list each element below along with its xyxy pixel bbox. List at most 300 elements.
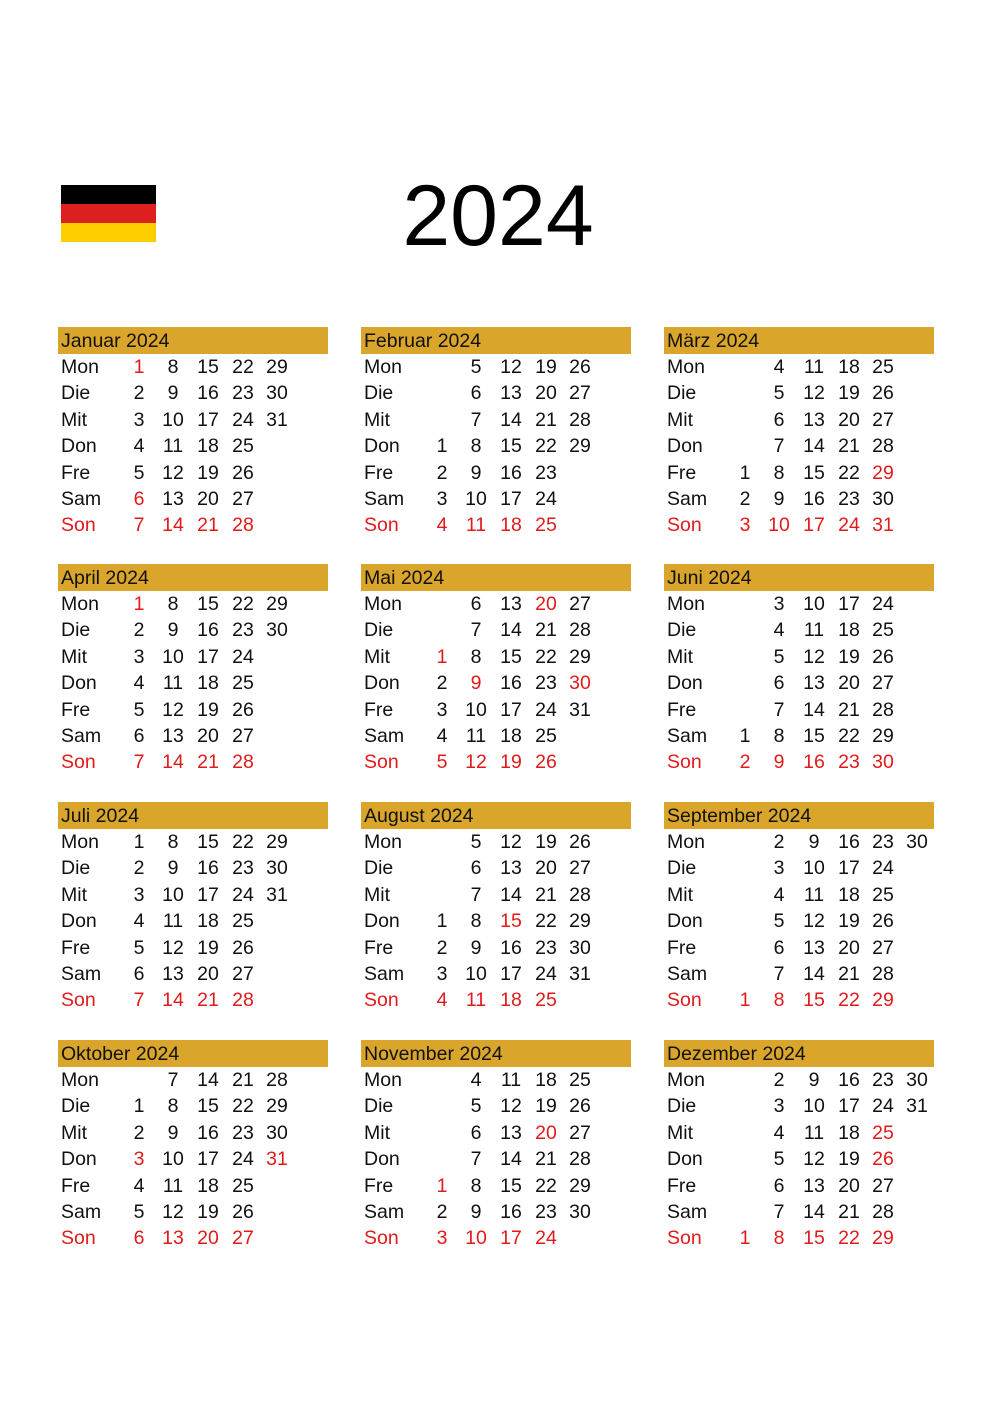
- day-number: 29: [872, 724, 894, 747]
- day-name: Son: [61, 989, 96, 1012]
- day-number: 3: [436, 698, 448, 721]
- day-name: Fre: [364, 461, 394, 484]
- day-name: Sam: [364, 724, 405, 747]
- day-number: 26: [872, 645, 894, 668]
- day-name: Fre: [61, 698, 91, 721]
- day-number: 19: [197, 936, 219, 959]
- day-name: Don: [61, 1148, 97, 1171]
- day-number: 29: [266, 1095, 288, 1118]
- day-name: Die: [364, 619, 394, 642]
- day-number: 22: [838, 1227, 860, 1250]
- day-number: 10: [803, 1095, 825, 1118]
- week-row: [58, 380, 328, 406]
- day-number: 1: [133, 593, 145, 615]
- day-number: 8: [167, 1095, 179, 1118]
- day-number: 5: [133, 461, 145, 484]
- day-number: 22: [838, 461, 860, 484]
- day-number: 16: [500, 461, 522, 484]
- day-number: 14: [197, 1069, 219, 1091]
- day-name: Fre: [61, 461, 91, 484]
- day-name: Fre: [667, 936, 697, 959]
- week-row: [361, 1120, 631, 1146]
- day-number: 2: [436, 461, 448, 484]
- day-number: 22: [535, 435, 557, 458]
- month-header: September 2024: [664, 802, 934, 829]
- day-number: 14: [162, 751, 184, 774]
- day-name: Mit: [61, 645, 87, 668]
- day-name: Sam: [667, 724, 708, 747]
- day-number: 7: [133, 514, 145, 537]
- day-name: Mon: [667, 1069, 705, 1091]
- month-block: [58, 564, 328, 776]
- day-name: Son: [61, 751, 96, 774]
- day-number: 4: [470, 1069, 482, 1091]
- day-number: 15: [197, 593, 219, 615]
- day-number: 10: [465, 698, 487, 721]
- week-row: [361, 1093, 631, 1119]
- day-number: 5: [773, 645, 785, 668]
- week-row: [361, 354, 631, 380]
- day-number: 27: [569, 593, 591, 615]
- day-name: Don: [667, 435, 703, 458]
- day-number: 15: [803, 461, 825, 484]
- day-number: 8: [470, 910, 482, 933]
- day-number: 21: [197, 751, 219, 774]
- week-row: [664, 1120, 934, 1146]
- day-number: 9: [470, 1200, 482, 1223]
- day-number: 30: [872, 487, 894, 510]
- day-name: Die: [364, 857, 394, 880]
- day-number: 13: [803, 936, 825, 959]
- day-number: 20: [197, 962, 219, 985]
- day-number: 29: [569, 645, 591, 668]
- day-number: 20: [838, 1174, 860, 1197]
- day-number: 7: [470, 619, 482, 642]
- day-number: 2: [739, 487, 751, 510]
- week-row: [58, 749, 328, 775]
- day-number: 16: [838, 1069, 860, 1091]
- day-number: 4: [773, 1121, 785, 1144]
- day-number: 21: [535, 883, 557, 906]
- month-block: [361, 1040, 631, 1252]
- day-number: 12: [162, 461, 184, 484]
- month-block: [664, 564, 934, 776]
- day-number: 3: [436, 962, 448, 985]
- day-name: Mon: [364, 831, 402, 853]
- day-number: 26: [569, 356, 591, 378]
- day-number: 11: [162, 1174, 184, 1197]
- day-name: Sam: [667, 962, 708, 985]
- day-number: 2: [773, 831, 785, 853]
- day-number: 22: [232, 831, 254, 853]
- day-name: Fre: [61, 1174, 91, 1197]
- day-number: 1: [133, 1095, 145, 1118]
- day-number: 7: [133, 751, 145, 774]
- day-number: 17: [500, 698, 522, 721]
- day-number: 14: [500, 408, 522, 431]
- day-number: 12: [500, 831, 522, 853]
- day-number: 23: [872, 1069, 894, 1091]
- day-number: 19: [838, 1148, 860, 1171]
- day-number: 7: [133, 989, 145, 1012]
- month-block: [361, 564, 631, 776]
- week-row: [664, 1093, 934, 1119]
- day-number: 20: [197, 1227, 219, 1250]
- day-number: 29: [872, 989, 894, 1012]
- day-name: Sam: [364, 962, 405, 985]
- day-number: 24: [872, 1095, 894, 1118]
- day-number: 22: [838, 989, 860, 1012]
- day-number: 8: [470, 1174, 482, 1197]
- day-number: 31: [872, 514, 894, 537]
- week-row: [58, 486, 328, 512]
- day-name: Mon: [61, 356, 99, 378]
- month-header: Februar 2024: [361, 327, 631, 354]
- day-name: Fre: [364, 936, 394, 959]
- day-name: Don: [364, 672, 400, 695]
- week-row: [361, 855, 631, 881]
- day-number: 15: [803, 1227, 825, 1250]
- day-number: 18: [838, 619, 860, 642]
- week-row: [664, 829, 934, 855]
- day-name: Sam: [364, 1200, 405, 1223]
- day-number: 17: [838, 857, 860, 880]
- day-number: 14: [803, 435, 825, 458]
- week-row: [58, 1146, 328, 1172]
- month-header: März 2024: [664, 327, 934, 354]
- calendar-year-title: 2024: [402, 168, 594, 264]
- day-name: Sam: [61, 724, 102, 747]
- day-number: 10: [465, 962, 487, 985]
- day-number: 23: [535, 1200, 557, 1223]
- week-row: [58, 935, 328, 961]
- day-number: 15: [197, 1095, 219, 1118]
- week-row: [58, 1093, 328, 1119]
- week-row: [58, 670, 328, 696]
- day-name: Don: [61, 910, 97, 933]
- day-number: 31: [266, 408, 288, 431]
- day-number: 21: [197, 989, 219, 1012]
- day-number: 25: [535, 724, 557, 747]
- day-number: 21: [838, 1200, 860, 1223]
- day-number: 19: [535, 831, 557, 853]
- day-number: 12: [803, 910, 825, 933]
- week-row: [664, 380, 934, 406]
- day-number: 28: [872, 698, 894, 721]
- day-number: 4: [773, 356, 785, 378]
- day-number: 2: [133, 619, 145, 642]
- day-name: Mit: [61, 883, 87, 906]
- day-number: 8: [773, 989, 785, 1012]
- day-name: Don: [61, 435, 97, 458]
- day-number: 4: [436, 989, 448, 1012]
- day-number: 26: [569, 831, 591, 853]
- day-name: Die: [61, 382, 91, 405]
- day-number: 17: [803, 514, 825, 537]
- month-header: April 2024: [58, 564, 328, 591]
- day-number: 2: [739, 751, 751, 774]
- day-name: Mon: [364, 356, 402, 378]
- day-number: 5: [470, 1095, 482, 1118]
- day-number: 24: [872, 857, 894, 880]
- day-number: 7: [167, 1069, 179, 1091]
- month-block: [664, 802, 934, 1014]
- day-name: Sam: [61, 487, 102, 510]
- day-number: 22: [232, 1095, 254, 1118]
- day-number: 9: [167, 1121, 179, 1144]
- day-number: 9: [470, 672, 482, 695]
- day-name: Mit: [61, 1121, 87, 1144]
- day-number: 21: [197, 514, 219, 537]
- day-number: 7: [773, 698, 785, 721]
- day-number: 16: [197, 382, 219, 405]
- day-number: 15: [500, 1174, 522, 1197]
- day-number: 18: [838, 356, 860, 378]
- day-number: 15: [197, 831, 219, 853]
- day-number: 4: [133, 1174, 145, 1197]
- day-number: 6: [133, 724, 145, 747]
- day-number: 31: [569, 962, 591, 985]
- day-number: 2: [773, 1069, 785, 1091]
- day-name: Die: [667, 1095, 697, 1118]
- day-number: 27: [232, 962, 254, 985]
- day-number: 31: [906, 1095, 928, 1118]
- day-name: Sam: [61, 962, 102, 985]
- week-row: [664, 855, 934, 881]
- day-number: 25: [232, 435, 254, 458]
- week-row: [361, 1199, 631, 1225]
- day-number: 19: [535, 356, 557, 378]
- week-row: [58, 407, 328, 433]
- day-name: Son: [61, 1227, 96, 1250]
- day-number: 26: [232, 1200, 254, 1223]
- day-number: 18: [197, 1174, 219, 1197]
- day-number: 10: [162, 1148, 184, 1171]
- day-number: 7: [773, 435, 785, 458]
- day-number: 30: [569, 672, 591, 695]
- day-number: 24: [535, 1227, 557, 1250]
- week-row: [664, 697, 934, 723]
- day-name: Mit: [61, 408, 87, 431]
- day-number: 2: [133, 1121, 145, 1144]
- day-name: Don: [364, 910, 400, 933]
- day-number: 5: [133, 698, 145, 721]
- day-number: 25: [535, 514, 557, 537]
- week-row: [361, 617, 631, 643]
- day-number: 24: [232, 883, 254, 906]
- day-number: 24: [232, 645, 254, 668]
- day-number: 6: [133, 962, 145, 985]
- week-row: [361, 670, 631, 696]
- day-number: 14: [803, 1200, 825, 1223]
- day-number: 31: [266, 883, 288, 906]
- day-number: 3: [773, 1095, 785, 1118]
- day-number: 12: [500, 1095, 522, 1118]
- day-number: 3: [133, 1148, 145, 1171]
- day-number: 25: [872, 619, 894, 642]
- day-number: 27: [232, 487, 254, 510]
- month-header: Dezember 2024: [664, 1040, 934, 1067]
- day-number: 9: [470, 461, 482, 484]
- week-row: [361, 512, 631, 538]
- day-number: 13: [162, 1227, 184, 1250]
- day-name: Fre: [667, 698, 697, 721]
- day-name: Son: [61, 514, 96, 537]
- day-name: Don: [667, 672, 703, 695]
- week-row: [664, 908, 934, 934]
- day-number: 13: [500, 382, 522, 405]
- day-number: 8: [773, 724, 785, 747]
- day-number: 27: [872, 1174, 894, 1197]
- month-header: Juli 2024: [58, 802, 328, 829]
- day-number: 30: [266, 1121, 288, 1144]
- day-number: 10: [803, 857, 825, 880]
- day-name: Die: [667, 619, 697, 642]
- day-number: 11: [162, 672, 184, 695]
- day-number: 19: [500, 751, 522, 774]
- day-name: Mit: [667, 645, 693, 668]
- day-number: 30: [872, 751, 894, 774]
- day-number: 26: [872, 382, 894, 405]
- day-number: 27: [569, 382, 591, 405]
- day-number: 9: [167, 857, 179, 880]
- day-number: 4: [773, 619, 785, 642]
- day-number: 20: [838, 936, 860, 959]
- day-number: 20: [535, 1121, 557, 1144]
- day-name: Son: [364, 989, 399, 1012]
- day-number: 9: [808, 831, 820, 853]
- day-number: 11: [162, 435, 184, 458]
- day-number: 20: [197, 724, 219, 747]
- week-row: [361, 407, 631, 433]
- day-number: 10: [162, 645, 184, 668]
- day-number: 28: [872, 1200, 894, 1223]
- day-number: 22: [232, 593, 254, 615]
- day-name: Fre: [667, 461, 697, 484]
- month-header: Januar 2024: [58, 327, 328, 354]
- day-number: 26: [232, 698, 254, 721]
- week-row: [664, 935, 934, 961]
- day-number: 6: [470, 1121, 482, 1144]
- day-number: 30: [266, 382, 288, 405]
- week-row: [664, 460, 934, 486]
- day-number: 6: [133, 1227, 145, 1250]
- day-number: 22: [838, 724, 860, 747]
- day-number: 18: [838, 883, 860, 906]
- week-row: [361, 829, 631, 855]
- week-row: [58, 855, 328, 881]
- day-number: 24: [232, 1148, 254, 1171]
- day-name: Mon: [61, 831, 99, 853]
- day-number: 12: [162, 698, 184, 721]
- day-number: 9: [773, 487, 785, 510]
- day-number: 21: [838, 435, 860, 458]
- day-number: 3: [739, 514, 751, 537]
- week-row: [664, 354, 934, 380]
- week-row: [361, 987, 631, 1013]
- day-number: 16: [197, 857, 219, 880]
- day-number: 29: [569, 435, 591, 458]
- day-number: 31: [569, 698, 591, 721]
- week-row: [58, 829, 328, 855]
- week-row: [361, 1225, 631, 1251]
- day-number: 2: [436, 672, 448, 695]
- day-number: 29: [266, 831, 288, 853]
- day-number: 9: [167, 619, 179, 642]
- day-number: 1: [739, 989, 751, 1012]
- day-number: 21: [838, 698, 860, 721]
- week-row: [58, 460, 328, 486]
- day-number: 17: [197, 1148, 219, 1171]
- day-number: 25: [232, 910, 254, 933]
- day-number: 24: [872, 593, 894, 615]
- week-row: [361, 749, 631, 775]
- day-name: Sam: [667, 487, 708, 510]
- week-row: [361, 486, 631, 512]
- day-number: 16: [197, 619, 219, 642]
- day-name: Fre: [61, 936, 91, 959]
- day-number: 28: [569, 408, 591, 431]
- day-number: 17: [500, 1227, 522, 1250]
- day-number: 11: [803, 619, 825, 642]
- month-header: August 2024: [361, 802, 631, 829]
- day-number: 21: [838, 962, 860, 985]
- day-number: 5: [773, 910, 785, 933]
- day-number: 9: [808, 1069, 820, 1091]
- day-name: Don: [364, 1148, 400, 1171]
- day-number: 28: [872, 962, 894, 985]
- day-number: 10: [162, 883, 184, 906]
- day-number: 1: [436, 645, 448, 668]
- day-number: 21: [535, 619, 557, 642]
- day-number: 27: [569, 1121, 591, 1144]
- day-name: Sam: [61, 1200, 102, 1223]
- week-row: [361, 460, 631, 486]
- day-number: 24: [535, 487, 557, 510]
- day-number: 22: [535, 645, 557, 668]
- week-row: [58, 512, 328, 538]
- day-number: 20: [838, 408, 860, 431]
- day-number: 5: [436, 751, 448, 774]
- day-name: Die: [667, 382, 697, 405]
- day-number: 18: [197, 910, 219, 933]
- day-number: 16: [500, 672, 522, 695]
- day-number: 24: [838, 514, 860, 537]
- day-number: 7: [773, 1200, 785, 1223]
- day-number: 11: [162, 910, 184, 933]
- day-number: 20: [535, 382, 557, 405]
- day-number: 11: [465, 514, 487, 537]
- day-number: 23: [838, 751, 860, 774]
- week-row: [58, 617, 328, 643]
- day-number: 7: [470, 883, 482, 906]
- day-number: 1: [436, 910, 448, 933]
- day-number: 27: [569, 857, 591, 880]
- day-number: 15: [500, 910, 522, 933]
- day-number: 9: [773, 751, 785, 774]
- day-name: Don: [364, 435, 400, 458]
- day-number: 5: [133, 1200, 145, 1223]
- day-name: Die: [61, 857, 91, 880]
- day-name: Mit: [667, 1121, 693, 1144]
- day-number: 29: [266, 593, 288, 615]
- week-row: [58, 433, 328, 459]
- day-number: 18: [500, 989, 522, 1012]
- day-number: 28: [232, 989, 254, 1012]
- day-number: 8: [167, 356, 179, 378]
- day-number: 1: [739, 461, 751, 484]
- day-number: 11: [803, 883, 825, 906]
